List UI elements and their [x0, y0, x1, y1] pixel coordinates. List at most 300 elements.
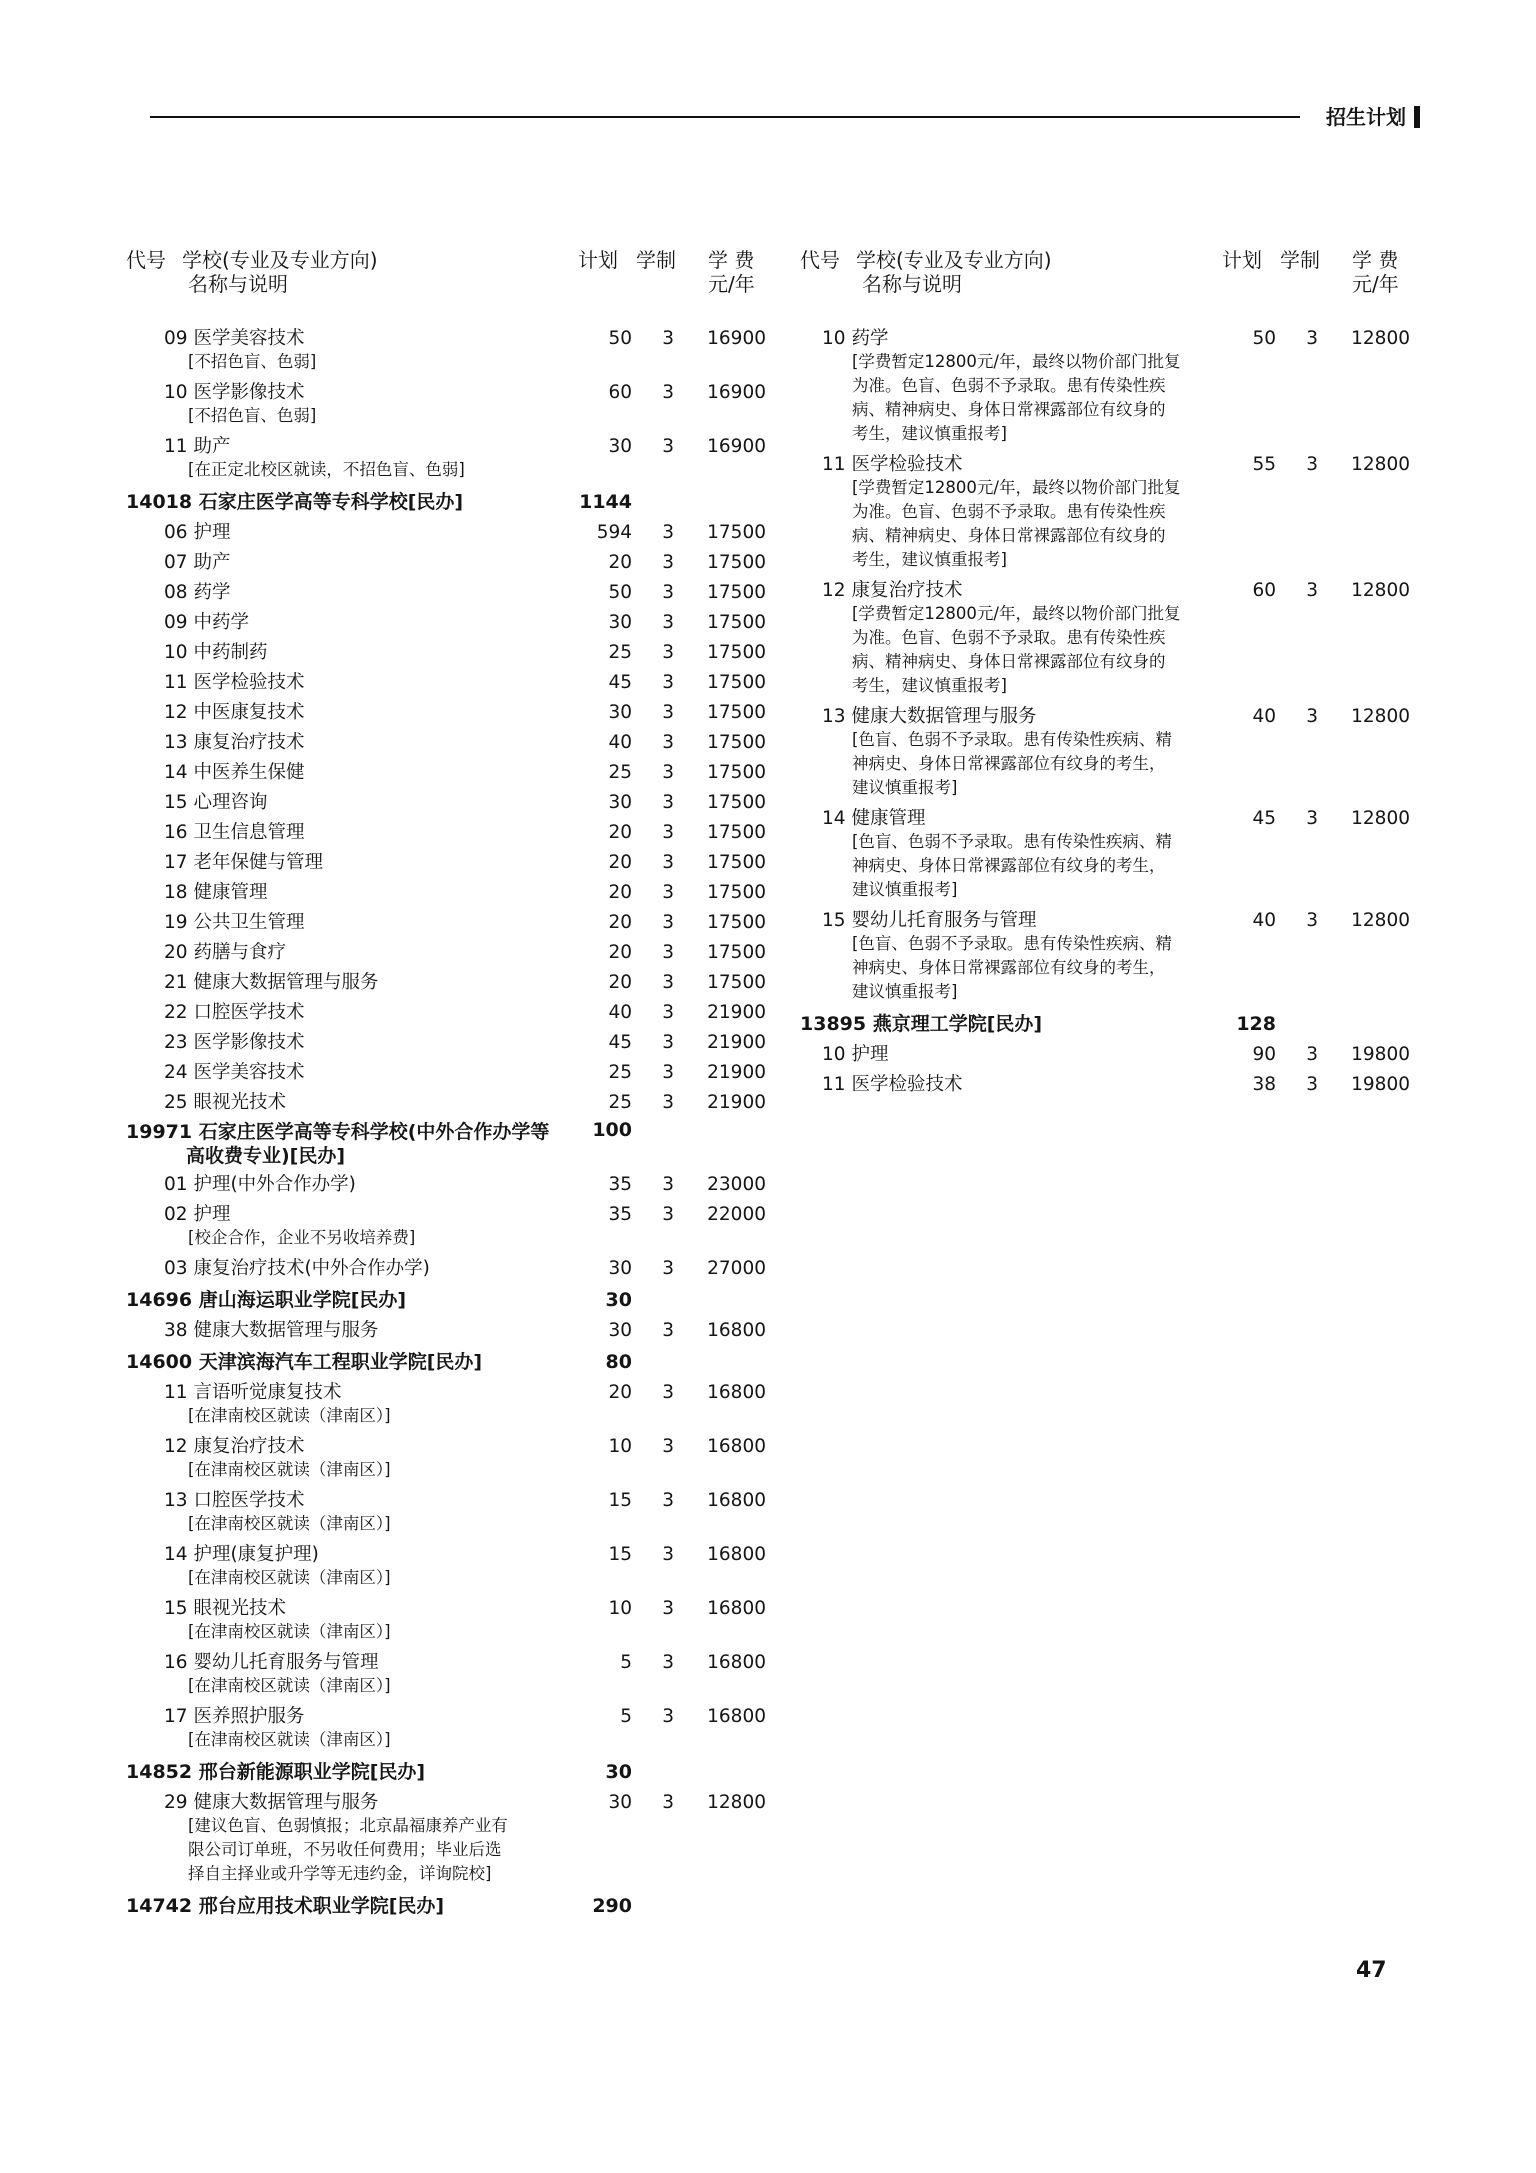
- major-code: 19: [164, 912, 188, 933]
- left-column: [126, 248, 776, 1922]
- tuition-fee: 27000: [707, 1258, 766, 1279]
- major-code: 12: [822, 580, 846, 601]
- major-heading: [126, 1058, 776, 1088]
- tuition-fee: 16800: [707, 1490, 766, 1511]
- duration-years: 3: [1306, 328, 1318, 349]
- plan-count: 20: [608, 882, 632, 903]
- school-code: 13895: [800, 1013, 867, 1035]
- school-name-cont: 高收费专业)[民办]: [186, 1145, 346, 1167]
- major-name: 康复治疗技术: [193, 732, 305, 753]
- plan-count: 55: [1252, 454, 1276, 475]
- duration-years: 3: [662, 822, 674, 843]
- major-row: [126, 938, 776, 968]
- header-plan: 计划: [1222, 248, 1262, 272]
- plan-count: 20: [608, 942, 632, 963]
- duration-years: 3: [1306, 910, 1318, 931]
- major-name: 医学检验技术: [193, 672, 305, 693]
- plan-count: 30: [608, 1792, 632, 1813]
- major-note: [在正定北校区就读，不招色盲、色弱]: [188, 460, 465, 479]
- tuition-fee: 12800: [1351, 454, 1410, 475]
- plan-count: 20: [608, 912, 632, 933]
- major-row: [126, 908, 776, 938]
- major-row: [126, 758, 776, 788]
- plan-count: 50: [608, 328, 632, 349]
- school-code: 14600: [126, 1351, 193, 1373]
- plan-count: 128: [1236, 1013, 1276, 1035]
- duration-years: 3: [662, 1092, 674, 1113]
- major-heading: [126, 668, 776, 698]
- major-note: [校企合作，企业不另收培养费]: [188, 1228, 416, 1247]
- major-row: [800, 1040, 1420, 1070]
- tuition-fee: 19800: [1351, 1074, 1410, 1095]
- major-row: [126, 968, 776, 998]
- major-note: [色盲、色弱不予录取。患有传染性疾病、精 神病史、身体日常裸露部位有纹身的考生， 建议慎重报考]: [852, 730, 1172, 797]
- major-note: [在津南校区就读（津南区）]: [188, 1514, 391, 1533]
- major-heading: [126, 908, 776, 938]
- major-name: 康复治疗技术: [851, 580, 963, 601]
- plan-count: 40: [1252, 910, 1276, 931]
- tuition-fee: 12800: [1351, 580, 1410, 601]
- major-name: 护理(中外合作办学): [193, 1174, 356, 1195]
- duration-years: 3: [1306, 580, 1318, 601]
- school-row: [126, 1284, 776, 1316]
- header-fee: 学 费: [708, 248, 755, 272]
- major-code: 09: [164, 328, 188, 349]
- tuition-fee: 16800: [707, 1544, 766, 1565]
- tuition-fee: 16900: [707, 328, 766, 349]
- major-code: 10: [164, 382, 188, 403]
- major-name: 婴幼儿托育服务与管理: [193, 1652, 379, 1673]
- plan-count: 30: [608, 436, 632, 457]
- school-name: 唐山海运职业学院[民办]: [198, 1289, 407, 1311]
- major-name: 医学检验技术: [851, 1074, 963, 1095]
- plan-count: 25: [608, 642, 632, 663]
- tuition-fee: 17500: [707, 612, 766, 633]
- plan-count: 20: [608, 1382, 632, 1403]
- tuition-fee: 17500: [707, 852, 766, 873]
- school-name: 石家庄医学高等专科学校[民办]: [198, 491, 464, 513]
- section-title: [1300, 102, 1420, 132]
- major-note: [不招色盲、色弱]: [188, 406, 317, 425]
- header-plan: 计划: [578, 248, 618, 272]
- duration-years: 3: [662, 1436, 674, 1457]
- tuition-fee: 17500: [707, 792, 766, 813]
- major-code: 24: [164, 1062, 188, 1083]
- major-heading: [126, 1088, 776, 1118]
- major-name: 老年保健与管理: [193, 852, 323, 873]
- plan-count: 15: [608, 1490, 632, 1511]
- duration-years: 3: [662, 1204, 674, 1225]
- major-name: 医学检验技术: [851, 454, 963, 475]
- major-name: 药学: [193, 582, 231, 603]
- section-title-bar: [1414, 106, 1420, 128]
- tuition-fee: 17500: [707, 822, 766, 843]
- tuition-fee: 17500: [707, 582, 766, 603]
- header-school: 学校(专业及专业方向): [182, 248, 378, 272]
- major-heading: [126, 968, 776, 998]
- major-heading: [126, 998, 776, 1028]
- major-name: 助产: [193, 436, 231, 457]
- plan-count: 20: [608, 852, 632, 873]
- major-name: 中药制药: [193, 642, 268, 663]
- major-name: 健康管理: [193, 882, 268, 903]
- major-note: [在津南校区就读（津南区）]: [188, 1406, 391, 1425]
- school-code: 14742: [126, 1895, 193, 1917]
- plan-count: 90: [1252, 1044, 1276, 1065]
- major-code: 07: [164, 552, 188, 573]
- major-row: [126, 818, 776, 848]
- duration-years: 3: [662, 762, 674, 783]
- tuition-fee: 17500: [707, 732, 766, 753]
- tuition-fee: 17500: [707, 702, 766, 723]
- major-name: 健康大数据管理与服务: [193, 1792, 379, 1813]
- major-name: 婴幼儿托育服务与管理: [851, 910, 1037, 931]
- plan-count: 1144: [579, 491, 632, 513]
- major-name: 医学美容技术: [193, 1062, 305, 1083]
- major-code: 14: [822, 808, 846, 829]
- tuition-fee: 17500: [707, 912, 766, 933]
- school-name: 石家庄医学高等专科学校(中外合作办学等: [198, 1121, 550, 1143]
- plan-count: 45: [608, 672, 632, 693]
- plan-count: 20: [608, 972, 632, 993]
- duration-years: 3: [1306, 454, 1318, 475]
- duration-years: 3: [662, 382, 674, 403]
- right-rows: [800, 324, 1420, 1100]
- plan-count: 40: [608, 1002, 632, 1023]
- plan-count: 594: [596, 522, 632, 543]
- major-note: [在津南校区就读（津南区）]: [188, 1622, 391, 1641]
- tuition-fee: 12800: [1351, 328, 1410, 349]
- section-title-text: 招生计划: [1326, 105, 1406, 129]
- major-code: 14: [164, 1544, 188, 1565]
- header-fee-unit: 元/年: [708, 272, 755, 296]
- plan-count: 290: [592, 1895, 632, 1917]
- major-heading: [126, 938, 776, 968]
- major-name: 康复治疗技术: [193, 1436, 305, 1457]
- major-name: 中药学: [193, 612, 249, 633]
- major-note: [色盲、色弱不予录取。患有传染性疾病、精 神病史、身体日常裸露部位有纹身的考生， 建议慎重报考]: [852, 934, 1172, 1001]
- major-row: [126, 1088, 776, 1118]
- school-name: 邢台应用技术职业学院[民办]: [198, 1895, 445, 1917]
- major-heading: [126, 698, 776, 728]
- major-heading: [126, 788, 776, 818]
- plan-count: 30: [608, 1320, 632, 1341]
- plan-count: 50: [608, 582, 632, 603]
- school-name: 邢台新能源职业学院[民办]: [198, 1761, 426, 1783]
- school-name: 燕京理工学院[民办]: [872, 1013, 1043, 1035]
- major-row: [126, 638, 776, 668]
- major-note: [学费暂定12800元/年，最终以物价部门批复 为准。色盲、色弱不予录取。患有传染性疾 病、精神病史、身体日常裸露部位有纹身的 考生，建议慎重报考]: [852, 352, 1181, 443]
- major-code: 10: [822, 328, 846, 349]
- major-row: [126, 788, 776, 818]
- school-row: [126, 1346, 776, 1378]
- duration-years: 3: [662, 1258, 674, 1279]
- duration-years: 3: [662, 882, 674, 903]
- major-row: [126, 1058, 776, 1088]
- major-code: 01: [164, 1174, 188, 1195]
- major-code: 15: [164, 1598, 188, 1619]
- school-heading: [126, 1890, 776, 1922]
- tuition-fee: 19800: [1351, 1044, 1410, 1065]
- major-name: 健康大数据管理与服务: [851, 706, 1037, 727]
- major-name: 心理咨询: [193, 792, 268, 813]
- major-code: 11: [822, 454, 846, 475]
- major-note: [色盲、色弱不予录取。患有传染性疾病、精 神病史、身体日常裸露部位有纹身的考生， 建议慎重报考]: [852, 832, 1172, 899]
- major-code: 10: [164, 642, 188, 663]
- major-code: 09: [164, 612, 188, 633]
- major-note: [在津南校区就读（津南区）]: [188, 1460, 391, 1479]
- major-heading: [126, 608, 776, 638]
- major-code: 23: [164, 1032, 188, 1053]
- school-code: 14018: [126, 491, 193, 513]
- major-heading: [126, 1316, 776, 1346]
- major-code: 10: [822, 1044, 846, 1065]
- major-code: 15: [822, 910, 846, 931]
- major-code: 25: [164, 1092, 188, 1113]
- major-name: 卫生信息管理: [193, 822, 305, 843]
- plan-count: 35: [608, 1174, 632, 1195]
- major-row: [126, 518, 776, 548]
- major-name: 药膳与食疗: [193, 942, 286, 963]
- plan-count: 30: [608, 612, 632, 633]
- major-code: 15: [164, 792, 188, 813]
- major-name: 口腔医学技术: [193, 1002, 305, 1023]
- major-row: [126, 668, 776, 698]
- major-name: 医养照护服务: [193, 1706, 305, 1727]
- major-heading: [126, 818, 776, 848]
- plan-count: 30: [605, 1289, 632, 1311]
- major-code: 17: [164, 1706, 188, 1727]
- major-note: [在津南校区就读（津南区）]: [188, 1676, 391, 1695]
- duration-years: 3: [662, 912, 674, 933]
- plan-count: 80: [605, 1351, 632, 1373]
- tuition-fee: 21900: [707, 1032, 766, 1053]
- duration-years: 3: [662, 1062, 674, 1083]
- major-code: 22: [164, 1002, 188, 1023]
- duration-years: 3: [662, 672, 674, 693]
- tuition-fee: 17500: [707, 672, 766, 693]
- major-name: 健康管理: [851, 808, 926, 829]
- major-row: [126, 1316, 776, 1346]
- major-row: [126, 1254, 776, 1284]
- major-name: 言语听觉康复技术: [193, 1382, 342, 1403]
- plan-count: 25: [608, 1092, 632, 1113]
- major-row: [126, 1170, 776, 1200]
- major-code: 18: [164, 882, 188, 903]
- major-heading: [126, 878, 776, 908]
- tuition-fee: 16800: [707, 1320, 766, 1341]
- tuition-fee: 16800: [707, 1598, 766, 1619]
- major-row: [800, 1070, 1420, 1100]
- tuition-fee: 16900: [707, 382, 766, 403]
- major-name: 口腔医学技术: [193, 1490, 305, 1511]
- plan-count: 5: [620, 1652, 632, 1673]
- header-school-desc: 名称与说明: [188, 272, 288, 296]
- major-code: 03: [164, 1258, 188, 1279]
- tuition-fee: 12800: [707, 1792, 766, 1813]
- major-code: 12: [164, 1436, 188, 1457]
- major-name: 药学: [851, 328, 889, 349]
- major-note: [在津南校区就读（津南区）]: [188, 1568, 391, 1587]
- major-code: 14: [164, 762, 188, 783]
- major-code: 21: [164, 972, 188, 993]
- plan-count: 100: [592, 1119, 632, 1141]
- plan-count: 10: [608, 1436, 632, 1457]
- header-code: 代号: [126, 248, 166, 272]
- major-note: [不招色盲、色弱]: [188, 352, 317, 371]
- tuition-fee: 12800: [1351, 910, 1410, 931]
- major-heading: [126, 728, 776, 758]
- left-rows: [126, 324, 776, 1922]
- school-row: [126, 1756, 776, 1788]
- major-heading: [126, 578, 776, 608]
- major-heading: [126, 1254, 776, 1284]
- duration-years: 3: [662, 522, 674, 543]
- plan-count: 15: [608, 1544, 632, 1565]
- plan-count: 45: [608, 1032, 632, 1053]
- major-name: 医学影像技术: [193, 1032, 305, 1053]
- plan-count: 60: [1252, 580, 1276, 601]
- plan-count: 40: [1252, 706, 1276, 727]
- tuition-fee: 17500: [707, 882, 766, 903]
- duration-years: 3: [1306, 808, 1318, 829]
- plan-count: 5: [620, 1706, 632, 1727]
- school-row: [126, 486, 776, 518]
- school-code: 19971: [126, 1121, 193, 1143]
- major-heading: [126, 548, 776, 578]
- major-code: 02: [164, 1204, 188, 1225]
- major-name: 护理(康复护理): [193, 1544, 319, 1565]
- major-name: 公共卫生管理: [193, 912, 305, 933]
- tuition-fee: 21900: [707, 1002, 766, 1023]
- header-years: 学制: [1280, 248, 1320, 272]
- tuition-fee: 16800: [707, 1706, 766, 1727]
- major-code: 12: [164, 702, 188, 723]
- major-name: 健康大数据管理与服务: [193, 972, 379, 993]
- header-school: 学校(专业及专业方向): [856, 248, 1052, 272]
- tuition-fee: 17500: [707, 942, 766, 963]
- duration-years: 3: [662, 1706, 674, 1727]
- tuition-fee: 17500: [707, 972, 766, 993]
- plan-count: 30: [608, 792, 632, 813]
- plan-count: 30: [605, 1761, 632, 1783]
- major-note: [学费暂定12800元/年，最终以物价部门批复 为准。色盲、色弱不予录取。患有传染性疾 病、精神病史、身体日常裸露部位有纹身的 考生，建议慎重报考]: [852, 604, 1181, 695]
- duration-years: 3: [662, 1652, 674, 1673]
- major-heading: [800, 1040, 1420, 1070]
- major-heading: [126, 848, 776, 878]
- plan-count: 25: [608, 762, 632, 783]
- school-heading: [126, 486, 776, 518]
- duration-years: 3: [662, 1382, 674, 1403]
- header-code: 代号: [800, 248, 840, 272]
- school-heading: [126, 1756, 776, 1788]
- major-name: 助产: [193, 552, 231, 573]
- major-name: 康复治疗技术(中外合作办学): [193, 1258, 430, 1279]
- duration-years: 3: [662, 792, 674, 813]
- duration-years: 3: [662, 1544, 674, 1565]
- school-heading: [126, 1120, 776, 1144]
- major-note: [建议色盲、色弱慎报；北京晶福康养产业有 限公司订单班，不另收任何费用；毕业后选 择自主择业或升学等无违约金，详询院校]: [188, 1816, 508, 1883]
- tuition-fee: 17500: [707, 552, 766, 573]
- tuition-fee: 16800: [707, 1652, 766, 1673]
- tuition-fee: 23000: [707, 1174, 766, 1195]
- major-row: [126, 1028, 776, 1058]
- plan-count: 50: [1252, 328, 1276, 349]
- plan-count: 35: [608, 1204, 632, 1225]
- duration-years: 3: [662, 702, 674, 723]
- tuition-fee: 16900: [707, 436, 766, 457]
- right-column: [800, 248, 1420, 1100]
- major-row: [126, 728, 776, 758]
- major-code: 11: [822, 1074, 846, 1095]
- plan-count: 40: [608, 732, 632, 753]
- major-row: [126, 848, 776, 878]
- duration-years: 3: [662, 1490, 674, 1511]
- major-name: 中医养生保健: [193, 762, 305, 783]
- major-heading: [800, 1070, 1420, 1100]
- major-code: 16: [164, 1652, 188, 1673]
- duration-years: 3: [662, 612, 674, 633]
- tuition-fee: 22000: [707, 1204, 766, 1225]
- major-code: 17: [164, 852, 188, 873]
- duration-years: 3: [662, 1002, 674, 1023]
- plan-count: 38: [1252, 1074, 1276, 1095]
- major-row: [126, 878, 776, 908]
- duration-years: 3: [662, 1320, 674, 1341]
- tuition-fee: 16800: [707, 1436, 766, 1457]
- major-heading: [126, 518, 776, 548]
- major-code: 13: [822, 706, 846, 727]
- major-name: 医学影像技术: [193, 382, 305, 403]
- major-row: [126, 608, 776, 638]
- duration-years: 3: [662, 552, 674, 573]
- major-note: [学费暂定12800元/年，最终以物价部门批复 为准。色盲、色弱不予录取。患有传染性疾 病、精神病史、身体日常裸露部位有纹身的 考生，建议慎重报考]: [852, 478, 1181, 569]
- major-name: 健康大数据管理与服务: [193, 1320, 379, 1341]
- duration-years: 3: [1306, 1044, 1318, 1065]
- tuition-fee: 17500: [707, 762, 766, 783]
- table-header: [126, 248, 776, 310]
- major-name: 医学美容技术: [193, 328, 305, 349]
- major-code: 13: [164, 732, 188, 753]
- major-heading: [126, 1170, 776, 1200]
- major-heading: [126, 758, 776, 788]
- plan-count: 20: [608, 822, 632, 843]
- tuition-fee: 17500: [707, 522, 766, 543]
- school-row: [126, 1890, 776, 1922]
- major-code: 16: [164, 822, 188, 843]
- major-code: 11: [164, 436, 188, 457]
- header-years: 学制: [636, 248, 676, 272]
- tuition-fee: 21900: [707, 1092, 766, 1113]
- school-row: [800, 1008, 1420, 1040]
- duration-years: 3: [662, 642, 674, 663]
- major-code: 11: [164, 1382, 188, 1403]
- school-code: 14696: [126, 1289, 193, 1311]
- page-number: 47: [1356, 1958, 1387, 1983]
- major-row: [126, 578, 776, 608]
- plan-count: 45: [1252, 808, 1276, 829]
- major-name: 护理: [193, 1204, 231, 1225]
- major-code: 29: [164, 1792, 188, 1813]
- major-name: 眼视光技术: [193, 1598, 286, 1619]
- major-heading: [126, 638, 776, 668]
- header-school-desc: 名称与说明: [862, 272, 962, 296]
- header-rule: [150, 116, 1400, 118]
- major-code: 38: [164, 1320, 188, 1341]
- major-row: [126, 998, 776, 1028]
- tuition-fee: 21900: [707, 1062, 766, 1083]
- major-row: [126, 698, 776, 728]
